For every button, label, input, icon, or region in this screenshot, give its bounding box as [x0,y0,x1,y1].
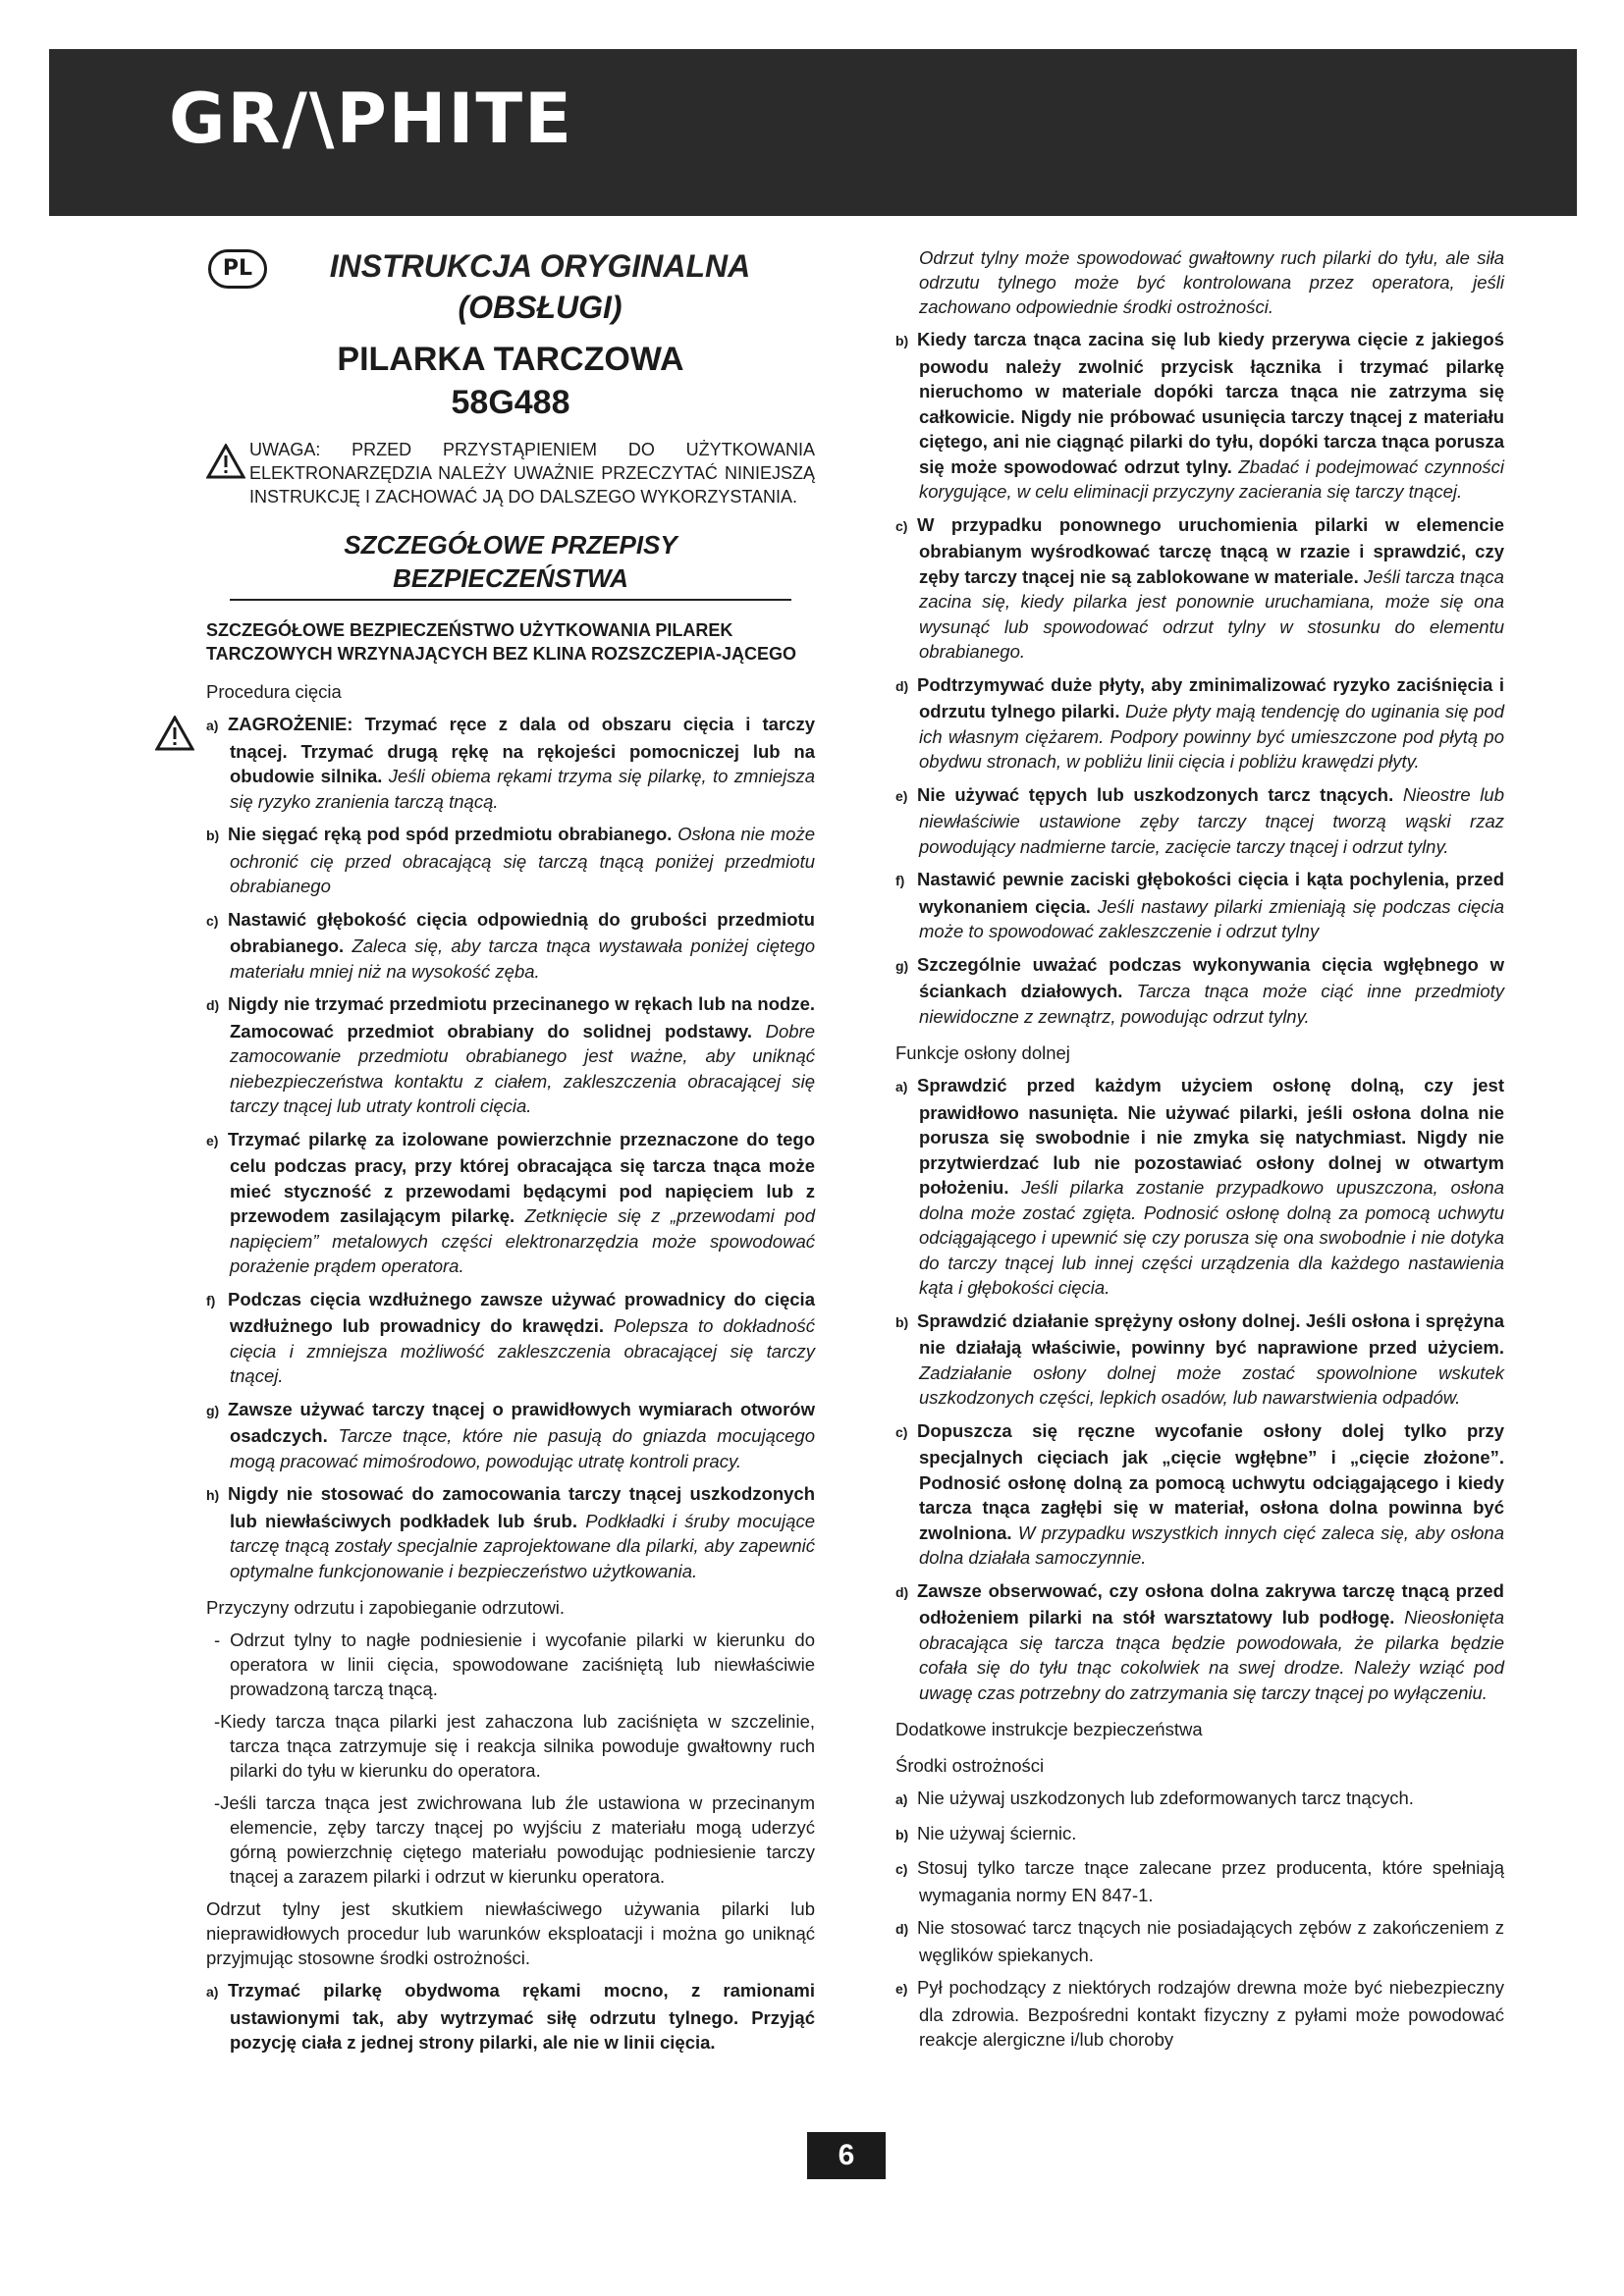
title-line2: (OBSŁUGI) [458,290,623,325]
language-badge: PL [208,249,267,289]
list-item [206,1287,815,1389]
additional-heading: Dodatkowe instrukcje bezpieczeństwa [895,1719,1203,1739]
item-bold-text: Nigdy nie trzymać przedmiotu przecinanego w rękach lub na nodze. Zamocować przedmiot obrabiany do solidnej podstawy. [228,993,815,1041]
title-block [206,245,815,424]
list-item [895,1418,1504,1571]
brand-logo: GR/\PHITE [169,79,573,159]
item-bold-text: Nie używać tępych lub uszkodzonych tarcz tnących. [917,783,1394,805]
item-italic-text: Tarcza tnąca może ciąć inne przedmioty niewidoczne z zewnątrz, powodując odrzut tylny. [919,981,1504,1027]
guard-heading: Funkcje osłony dolnej [895,1042,1070,1063]
item-italic-text: Jeśli obiema rękami trzyma się pilarkę, to zmniejsza się ryzyko zranienia tarczą tnącą. [230,766,815,812]
list-item [895,672,1504,774]
warning-notice [206,438,815,508]
item-bold-text: Szczególnie uważać podczas wykonywania cięcia wgłębnego w ściankach działowych. [917,953,1504,1001]
precautions-list [895,1786,1504,2053]
item-label: b) [895,1313,909,1330]
list-item [206,712,815,814]
procedure-list [206,712,815,1583]
item-text: Nie używaj ściernic. [917,1822,1077,1843]
warning-triangle-icon [155,716,194,751]
item-label: b) [895,1826,909,1842]
dash-item: -Jeśli tarcza tnąca jest zwichrowana lub źle ustawiona w przecinanym elemencie, zęby tarczy tnącej po wyjściu z materiału mogą uderzyć górną powierzchnię ciętego materiału powodując podniesienie tarczy tnącej a zarazem pilarki i odrzut w kierunku operatora. [214,1792,815,1887]
list-item [895,952,1504,1030]
item-bold-text: Podczas cięcia wzdłużnego zawsze używać prowadnicy do cięcia wzdłużnego lub prowadnicy do krawędzi. [228,1288,815,1336]
warning-text: UWAGA: PRZED PRZYSTĄPIENIEM DO UŻYTKOWANIA ELEKTRONARZĘDZIA NALEŻY UWAŻNIE PRZECZYTAĆ NINIEJSZĄ INSTRUKCJĘ I ZACHOWAĆ JĄ DO DALSZEGO WYKORZYSTANIA. [249,440,815,507]
item-label: e) [895,787,908,804]
item-label: g) [206,1402,220,1418]
product-name: PILARKA TARCZOWA [337,341,684,378]
item-bold-text: Nie sięgać ręką pod spód przedmiotu obrabianego. [228,824,673,844]
kickback-item-a [206,1978,815,2056]
item-italic-text: Jeśli tarcza tnąca zacina się, kiedy pilarka jest ponownie uruchamiana, może się ona wysunąć lub spowodować odrzut tylny w stosunku do elementu obrabianego. [919,565,1504,662]
kickback-continuation: Odrzut tylny może spowodować gwałtowny ruch pilarki do tyłu, ale siła odrzutu tylnego może być kontrolowana przez operatora, jeśli zachowano odpowiednie środki ostrożności. [919,247,1504,317]
item-italic-text: Zbadać i podejmować czynności korygujące, w celu eliminacji przyczyny zacierania się tarczy tnącej. [919,455,1504,502]
item-italic-text: Nieostre lub niewłaściwie ustawione zęby tarczy tnącej tworzą wąski rzaz powodujący nadmierne tarcie, zacięcie tarczy tnącej i odrzut tylny. [919,783,1504,857]
kickback-paragraph: Odrzut tylny jest skutkiem niewłaściwego używania pilarki lub nieprawidłowych procedur lub warunków eksploatacji i można go uniknąć przyjmując stosowne środki ostrożności. [206,1898,815,1968]
list-item [895,1975,1504,2053]
list-item [895,1073,1504,1301]
item-italic-text: Polepsza to dokładność cięcia i zmniejsza możliwość zakleszczenia obracającej się tarczy tnącej. [230,1315,815,1386]
list-item [206,907,815,985]
item-label: c) [895,517,908,534]
item-bold-text: Dopuszcza się ręczne wycofanie osłony dolej tylko przy specjalnych cięciach jak „cięcie wgłębne” i „cięcie złożone”. Podnosić osłonę dolną za pomocą uchwytu odciągającego i kiedy tarcza tnąca zagłębi się w materiał, osłona dolna powinna być zwolniona. [917,1419,1504,1543]
item-bold-text: ZAGROŻENIE: Trzymać ręce z dala od obszaru cięcia i tarczy tnącej. Trzymać drugą rękę na rękojeści pomocniczej lub na obudowie silnika. [228,714,815,786]
item-italic-text: Nieosłonięta obracająca się tarcza tnąca będzie powodowała, że pilarka będzie cofała się do tyłu tnąc cokolwiek na swej drodze. Należy wziąć pod uwagę czas potrzebny do zatrzymania się tarczy tnącej po wyłączeniu. [919,1607,1504,1703]
item-label: e) [895,1981,908,1997]
item-italic-text: Podkładki i śruby mocujące tarczę tnącą zostały specjalnie zaprojektowane dla pilarki, aby zapewnić optymalne funkcjonowanie i bezpieczeństwo użytkowania. [230,1510,815,1581]
item-text: Nie używaj uszkodzonych lub zdeformowanych tarcz tnących. [917,1788,1414,1808]
precautions-heading: Środki ostrożności [895,1755,1045,1776]
item-label: f) [895,873,905,888]
item-bold-text: W przypadku ponownego uruchomienia pilarki w elemencie obrabianym wyśrodkować tarczę tnącą w rzazie i sprawdzić, czy zęby tarczy tnącej nie są zablokowane w materiale. [917,513,1504,587]
item-label: f) [206,1292,216,1308]
dash-item: -Kiedy tarcza tnąca pilarki jest zahaczona lub zaciśnięta w szczelinie, tarcza tnąca zatrzymuje się i reakcja silnika powoduje gwałtowny ruch pilarki do tyłu w kierunku do operatora. [214,1711,815,1781]
list-item [895,867,1504,944]
item-label: h) [206,1487,220,1503]
item-label: a) [895,1079,908,1095]
list-item [206,1397,815,1474]
item-italic-text: Jeśli pilarka zostanie przypadkowo upuszczona, osłona dolna może zostać zgięta. Podnosić osłonę dolną za pomocą uchwytu odciągającego i upewnić się czy porusza się ona swobodnie i nie dotyka do tarczy tnącej lub innej części urządzenia dla każdego nastawienia kąta i głębokości cięcia. [919,1177,1504,1298]
item-bold-text: Nigdy nie stosować do zamocowania tarczy tnącej uszkodzonych lub niewłaściwych podkładek lub śrub. [228,1483,815,1531]
item-bold-text: Trzymać pilarkę obydwoma rękami mocno, z ramionami ustawionymi tak, aby wytrzymać siłę odrzutu tylnego. Przyjąć pozycję ciała z jednej strony pilarki, ale nie w linii cięcia. [228,1980,815,2053]
warning-triangle-icon [206,444,245,479]
dash-item: - Odrzut tylny to nagłe podniesienie i wycofanie pilarki w kierunku do operatora w linii cięcia, spowodowane zaciśniętą lub niewłaściwie prowadzoną tarczą tnącą. [214,1629,815,1699]
item-bold-text: Trzymać pilarkę za izolowane powierzchnie przeznaczone do tego celu podczas pracy, przy której obracająca się tarcza tnąca może mieć styczność z przewodami będącymi pod napięciem lub z przewodem zasilającym pilarkę. [228,1128,815,1226]
kickback-dash-list [206,1628,815,1889]
guard-list [895,1073,1504,1705]
list-item [206,822,815,899]
kickback-list [895,327,1504,1029]
item-label: a) [895,1791,908,1807]
item-label: d) [895,1583,909,1600]
item-label: d) [895,1921,909,1937]
left-column [206,245,815,2063]
item-italic-text: Zadziałanie osłony dolnej może zostać spowolnione wskutek uszkodzonych części, lepkich osadów, lub nawarstwienia odpadów. [919,1362,1504,1408]
item-bold-text: Zawsze używać tarczy tnącej o prawidłowych wymiarach otworów osadczych. [228,1398,815,1446]
list-item [895,1821,1504,1848]
item-text: Stosuj tylko tarcze tnące zalecane przez producenta, które spełniają wymagania normy EN 847-1. [917,1857,1504,1905]
page-number: 6 [807,2132,886,2179]
item-label: d) [895,677,909,694]
item-label: a) [206,718,219,733]
item-label: c) [895,1861,908,1877]
section-title: SZCZEGÓŁOWE PRZEPISY BEZPIECZEŃSTWA [230,528,791,601]
list-item [895,1578,1504,1706]
item-italic-text: Dobre zamocowanie przedmiotu obrabianego jest ważne, aby uniknąć niebezpieczeństwa kontaktu z ciałem, zakleszczenia obracającej się tarczy tnącej lub utraty kontroli cięcia. [230,1020,816,1116]
item-italic-text: Zaleca się, aby tarcza tnąca wystawała poniżej ciętego materiału mniej niż na wysokość zęba. [230,935,815,982]
kickback-heading: Przyczyny odrzutu i zapobieganie odrzutowi. [206,1597,566,1618]
item-bold-text: Sprawdzić przed każdym użyciem osłonę dolną, czy jest prawidłowo nasunięta. Nie używać pilarki, jeśli osłona dolna nie porusza się swobodnie i nie zmyka się natychmiast. Nigdy nie przytwierdzać lub nie pozostawiać osłony dolnej w otwartym położeniu. [917,1075,1504,1198]
item-text: Pył pochodzący z niektórych rodzajów drewna może być niebezpieczny dla zdrowia. Bezpośredni kontakt fizyczny z pyłami może powodować reakcje alergiczne i/lub choroby [917,1977,1504,2050]
list-item [895,1915,1504,1967]
model-number: 58G488 [451,384,570,421]
list-item [895,327,1504,505]
item-label: a) [206,1984,219,2000]
procedure-heading: Procedura cięcia [206,681,342,702]
item-label: b) [895,333,909,348]
item-bold-text: Nastawić głębokość cięcia odpowiednią do grubości przedmiotu obrabianego. [228,908,815,956]
item-bold-text: Nastawić pewnie zaciski głębokości cięcia i kąta pochylenia, przed wykonaniem cięcia. [917,869,1504,917]
item-text: Nie stosować tarcz tnących nie posiadających zębów z zakończeniem z węglików spiekanych. [917,1917,1504,1965]
item-label: d) [206,997,220,1013]
item-label: g) [895,957,909,974]
list-item [206,1127,815,1279]
list-item [895,1308,1504,1411]
item-italic-text: Zetknięcie się z „przewodami pod napięciem” metalowych części elektronarzędzia może spowodować porażenie prądem operatora. [230,1205,815,1276]
list-item [895,512,1504,665]
item-italic-text: Duże płyty mają tendencję do uginania się pod ich własnym ciężarem. Podpory powinny być umieszczone pod płytą po obydwu stronach, w pobliżu linii cięcia i pobliżu krawędzi płyty. [919,701,1504,772]
item-italic-text: Jeśli nastawy pilarki zmieniają się podczas cięcia może to spowodować zakleszczenie i odrzut tylny [919,895,1504,941]
right-column [895,245,1504,2060]
item-label: b) [206,828,220,843]
item-bold-text: Zawsze obserwować, czy osłona dolna zakrywa tarczę tnącą przed odłożeniem pilarki na stół warsztatowy lub podłogę. [917,1579,1504,1628]
list-item [206,1481,815,1583]
list-item [895,1786,1504,1813]
item-italic-text: Osłona nie może ochronić cię przed obracającą się tarczą tnącą poniżej przedmiotu obrabianego [230,824,815,896]
item-italic-text: W przypadku wszystkich innych cięć zaleca się, aby osłona dolna działała samoczynnie. [919,1522,1504,1568]
item-italic-text: Tarcze tnące, które nie pasują do gniazda mocującego mogą pracować mimośrodowo, powodując utratę kontroli pracy. [230,1425,815,1471]
item-label: c) [206,912,219,929]
list-item [895,1855,1504,1907]
item-label: c) [895,1423,908,1440]
list-item [895,782,1504,860]
item-bold-text: Sprawdzić działanie sprężyny osłony dolnej. Jeśli osłona i sprężyna nie działają właściwie, powinny być naprawione przed użyciem. [917,1309,1504,1358]
subsection-caps: SZCZEGÓŁOWE BEZPIECZEŃSTWO UŻYTKOWANIA PILAREK TARCZOWYCH WRZYNAJĄCYCH BEZ KLINA ROZSZCZEPIA-JĄCEGO [206,620,796,664]
title-line1: INSTRUKCJA ORYGINALNA [329,248,751,284]
list-item [206,991,815,1119]
item-bold-text: Podtrzymywać duże płyty, aby zminimalizować ryzyko zaciśnięcia i odrzutu tylnego pilarki. [917,673,1504,721]
item-label: e) [206,1132,219,1148]
item-bold-text: Kiedy tarcza tnąca zacina się lub kiedy przerywa cięcie z jakiegoś powodu należy zwolnić przycisk łącznika i trzymać pilarkę nieruchomo w materiale dopóki tarcza tnąca nie zatrzyma się całkowicie. Nigdy nie próbować usunięcia tarczy tnącej z materiału ciętego, ani nie ciągnąć pilarki do tyłu, dopóki tarcza tnąca porusza się może spowodować odrzut tylny. [917,329,1504,477]
